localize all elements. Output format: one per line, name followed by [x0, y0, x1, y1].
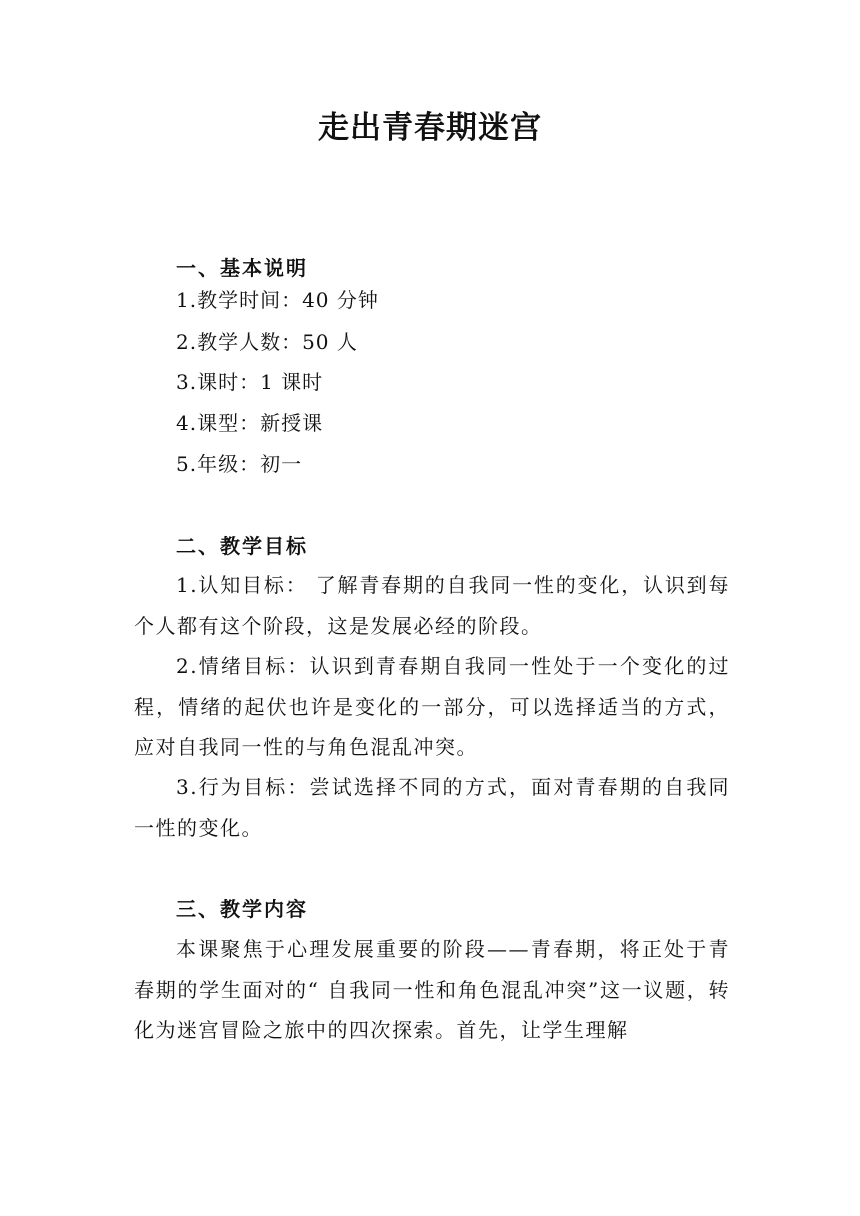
goal-emotional: 2.情绪目标：认识到青春期自我同一性处于一个变化的过程，情绪的起伏也许是变化的一部分，可以选择适当的方式，应对自我同一性的与角色混乱冲突。 [134, 654, 730, 759]
basic-info-item-lesson-type: 4.课型：新授课 [176, 411, 324, 435]
basic-info-item-time: 1.教学时间：40 分钟 [176, 288, 379, 312]
basic-info-item-students: 2.教学人数：50 人 [176, 330, 358, 354]
goal-behavioral: 3.行为目标：尝试选择不同的方式，面对青春期的自我同一性的变化。 [134, 775, 730, 840]
basic-info-item-periods: 3.课时：1 课时 [176, 370, 324, 394]
section-heading-content: 三、教学内容 [176, 897, 308, 921]
section-heading-goals: 二、教学目标 [176, 534, 308, 558]
goal-cognitive: 1.认知目标： 了解青春期的自我同一性的变化，认识到每个人都有这个阶段，这是发展必经的阶段。 [134, 573, 730, 638]
document-title: 走出青春期迷宫 [318, 110, 542, 146]
basic-info-item-grade: 5.年级：初一 [176, 452, 303, 476]
content-paragraph: 本课聚焦于心理发展重要的阶段——青春期，将正处于青春期的学生面对的“ 自我同一性和角色混乱冲突”这一议题，转化为迷宫冒险之旅中的四次探索。首先，让学生理解 [134, 937, 730, 1042]
section-heading-basic-info: 一、基本说明 [176, 256, 308, 280]
